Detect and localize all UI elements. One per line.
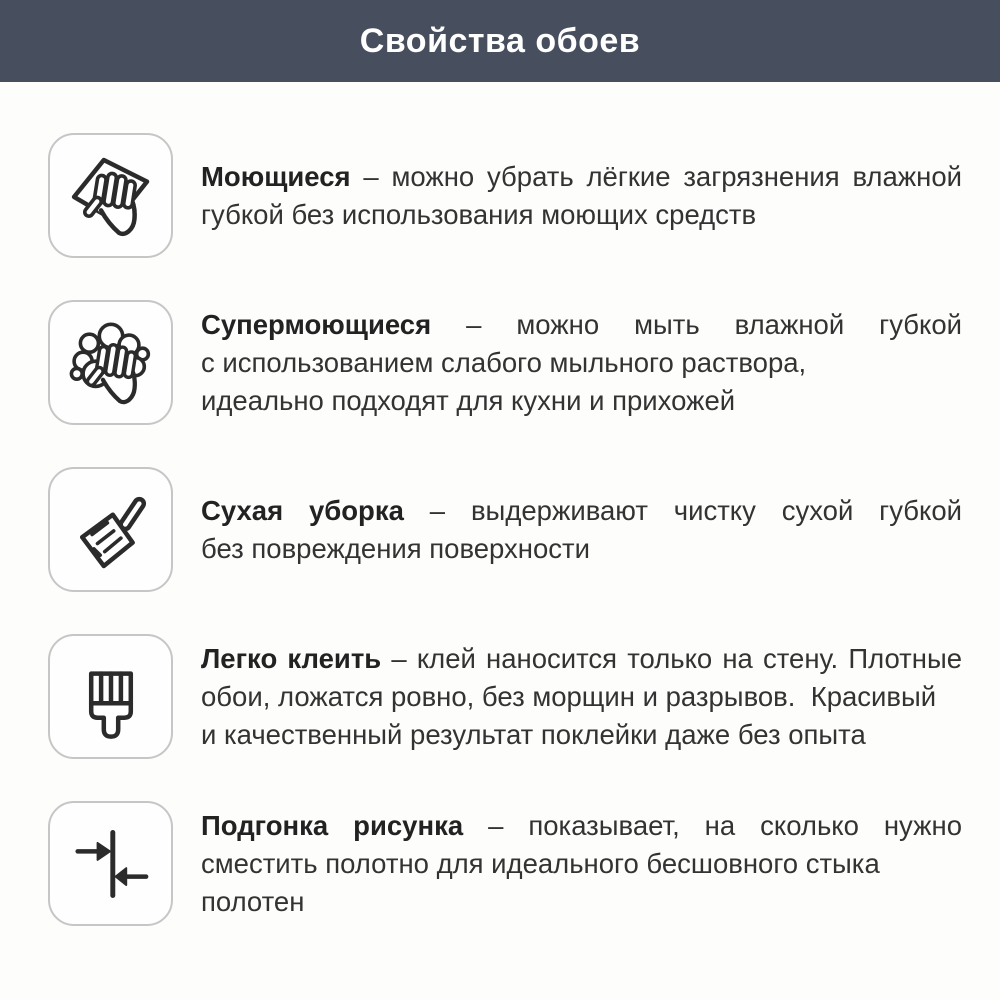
property-row-super-washable xyxy=(48,300,962,425)
property-text-pattern-match xyxy=(201,807,962,921)
property-line: сместить полотно для идеального бесшовного стыка полотен xyxy=(201,847,888,917)
dash: – xyxy=(391,642,407,674)
property-term: Сухая уборка xyxy=(201,494,404,526)
property-line xyxy=(201,492,962,530)
property-term: Супермоющиеся xyxy=(201,308,432,340)
property-text-dry-cleaning xyxy=(201,492,962,568)
property-line: губкой без использования моющих средств xyxy=(201,198,757,230)
property-description: показывает, на сколько нужно xyxy=(528,809,962,841)
property-row-washable xyxy=(48,133,962,258)
icon-box-dry-cleaning xyxy=(48,467,173,592)
property-line xyxy=(201,158,962,196)
property-description: можно убрать лёгкие загрязнения влажной xyxy=(391,160,962,192)
icon-box-easy-glue xyxy=(48,634,173,759)
header-bar xyxy=(0,0,1000,82)
property-line xyxy=(201,306,962,344)
property-term: Легко клеить xyxy=(201,642,382,674)
icon-box-pattern-match xyxy=(48,801,173,926)
pattern-match-arrows-icon xyxy=(66,819,156,909)
property-text-easy-glue xyxy=(201,640,962,754)
property-term: Моющиеся xyxy=(201,160,351,192)
dash: – xyxy=(363,160,379,192)
property-text-washable xyxy=(201,158,962,234)
property-row-pattern-match xyxy=(48,801,962,926)
broom-icon xyxy=(66,485,156,575)
property-line: идеально подходят для кухни и прихожей xyxy=(201,384,736,416)
property-description: клей наносится только на стену. Плотные xyxy=(416,642,962,674)
dash: – xyxy=(429,494,446,526)
property-description: выдерживают чистку сухой губкой xyxy=(470,494,963,526)
property-line: без повреждения поверхности xyxy=(201,532,590,564)
property-line: и качественный результат поклейки даже без опыта xyxy=(201,718,866,750)
property-line: обои, ложатся ровно, без морщин и разрывов. Красивый xyxy=(201,680,937,712)
property-line: с использованием слабого мыльного раствора, xyxy=(201,346,807,378)
wiping-hand-cloth-icon xyxy=(66,151,156,241)
page-title: Свойства обоев xyxy=(359,21,641,60)
icon-box-super-washable xyxy=(48,300,173,425)
property-row-dry-cleaning xyxy=(48,467,962,592)
icon-box-washable xyxy=(48,133,173,258)
property-line xyxy=(201,640,962,678)
properties-list xyxy=(0,82,1000,926)
soapy-hand-bubbles-icon xyxy=(66,318,156,408)
property-description: можно мыть влажной губкой xyxy=(516,308,963,340)
property-term: Подгонка рисунка xyxy=(201,809,464,841)
property-text-super-washable xyxy=(201,306,962,420)
property-row-easy-glue xyxy=(48,634,962,759)
dash: – xyxy=(466,308,482,340)
property-line xyxy=(201,807,962,845)
paintbrush-icon xyxy=(66,652,156,742)
dash: – xyxy=(488,809,504,841)
